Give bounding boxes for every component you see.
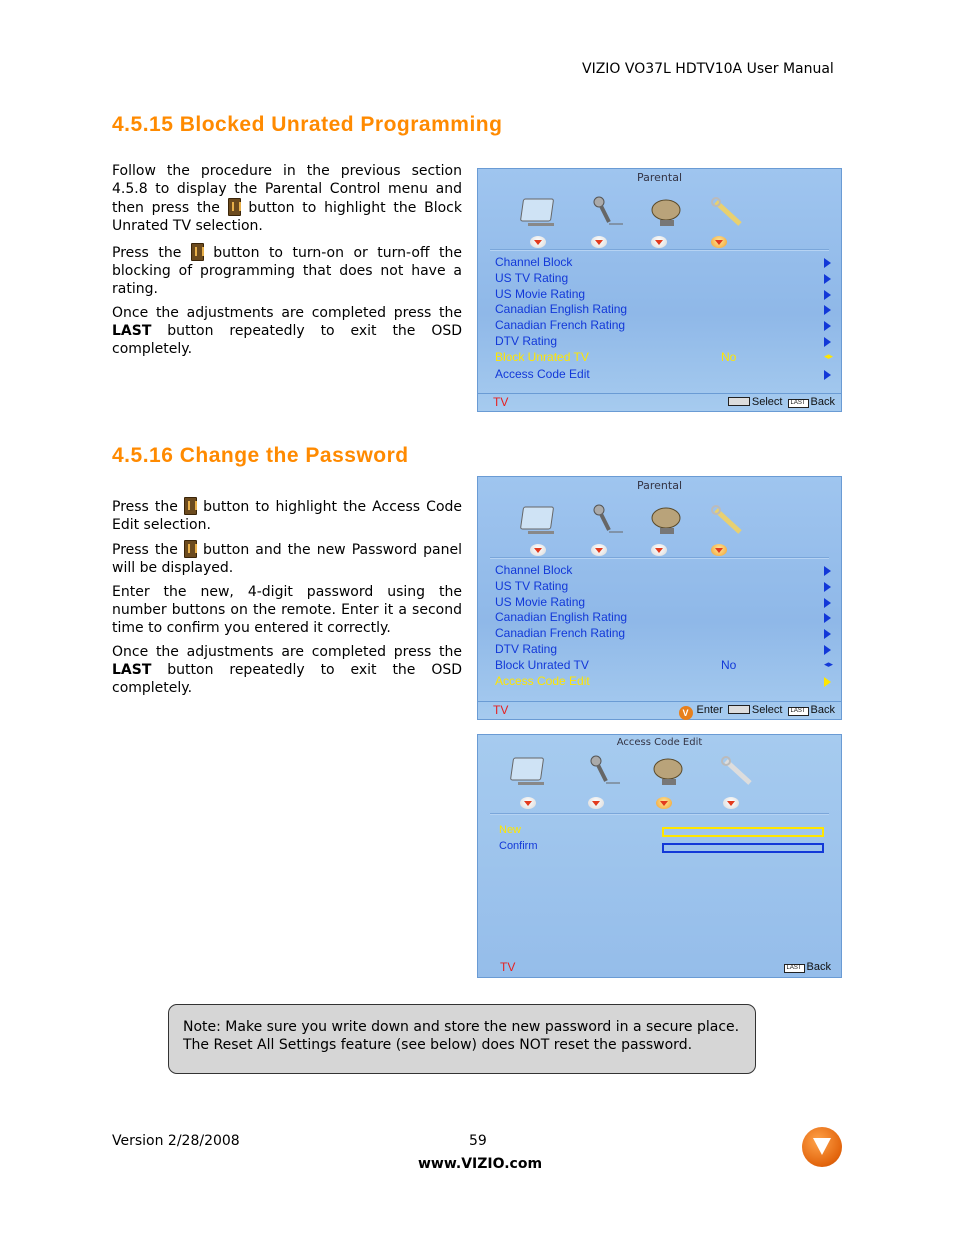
satellite-dish-icon <box>646 504 690 538</box>
menu-item-channel-block[interactable]: Channel Block <box>495 255 831 271</box>
osd-divider <box>490 557 829 559</box>
submenu-arrow-icon <box>824 258 831 268</box>
submenu-arrow-icon <box>824 274 831 284</box>
settings-wrench-icon <box>708 196 752 230</box>
osd-footer-hints: LAST Back <box>782 961 831 973</box>
category-arrow-icon <box>723 797 739 809</box>
osd-title: Parental <box>636 479 682 492</box>
osd-footer-hints: Select LAST Back <box>726 396 835 408</box>
last-key-icon: LAST <box>788 399 809 408</box>
menu-item-canadian-english-rating[interactable]: Canadian English Rating <box>495 302 831 318</box>
new-password-label: New <box>499 824 522 836</box>
submenu-arrow-icon <box>824 629 831 639</box>
menu-item-us-tv-rating[interactable]: US TV Rating <box>495 271 831 287</box>
tv-input-label: TV <box>500 960 516 974</box>
enter-v-icon: V <box>679 706 693 720</box>
section1-paragraph-2: Press the button to turn-on or turn-off the blocking of programming that does not have a rating. <box>112 245 462 297</box>
osd-title: Access Code Edit <box>616 737 703 748</box>
submenu-arrow-icon <box>824 613 831 623</box>
osd-parental-access-code <box>477 476 842 720</box>
submenu-arrow-icon <box>824 321 831 331</box>
left-right-arrow-icon: ◂▸ <box>823 350 833 361</box>
confirm-password-field[interactable] <box>662 843 824 853</box>
osd-divider <box>490 249 829 251</box>
volume-button-icon <box>184 540 197 558</box>
category-arrow-icon <box>651 236 667 248</box>
osd-access-code-edit <box>477 734 842 978</box>
category-arrow-icon <box>588 797 604 809</box>
new-password-field[interactable] <box>662 827 824 837</box>
category-arrow-icon <box>530 544 546 556</box>
submenu-arrow-icon <box>824 337 831 347</box>
left-right-arrow-icon: ◂▸ <box>823 658 833 669</box>
section-heading-blocked-unrated: 4.5.15 Blocked Unrated Programming <box>112 113 503 136</box>
menu-item-dtv-rating[interactable]: DTV Rating <box>495 334 831 350</box>
menu-item-access-code-edit[interactable]: Access Code Edit <box>495 367 831 383</box>
menu-item-block-unrated-tv[interactable]: Block Unrated TV No ◂▸ <box>495 349 833 364</box>
block-unrated-value: No <box>721 657 737 672</box>
parental-menu-list <box>495 255 831 382</box>
osd-category-icons <box>508 753 811 813</box>
submenu-arrow-icon <box>824 305 831 315</box>
submenu-arrow-icon <box>824 566 831 576</box>
block-unrated-value: No <box>721 349 737 364</box>
left-right-key-icon <box>728 705 750 714</box>
tv-input-label: TV <box>493 395 509 409</box>
section1-body <box>112 162 462 358</box>
channel-button-icon <box>228 198 241 216</box>
section1-paragraph-1: Follow the procedure in the previous section 4.5.8 to display the Parental Control menu and then press the button to highlight the Block Unrated TV selection. <box>112 163 462 234</box>
category-arrow-selected-icon <box>711 236 727 248</box>
osd-parental-block-unrated <box>477 168 842 412</box>
satellite-dish-icon <box>648 755 692 789</box>
menu-item-canadian-english-rating[interactable]: Canadian English Rating <box>495 610 831 626</box>
menu-item-us-movie-rating[interactable]: US Movie Rating <box>495 595 831 611</box>
submenu-arrow-icon <box>824 598 831 608</box>
note-line-2: The Reset All Settings feature (see below) does NOT reset the password. <box>183 1037 693 1053</box>
submenu-arrow-icon <box>824 582 831 592</box>
menu-item-channel-block[interactable]: Channel Block <box>495 563 831 579</box>
audio-microphone-icon <box>583 502 627 536</box>
category-arrow-selected-icon <box>656 797 672 809</box>
tv-picture-icon <box>510 755 554 789</box>
audio-microphone-icon <box>583 194 627 228</box>
last-key-icon: LAST <box>788 707 809 716</box>
section2-paragraph-2: Press the button and the new Password panel will be displayed. <box>112 542 462 576</box>
osd-divider <box>490 813 829 815</box>
vizio-logo-icon <box>802 1127 842 1167</box>
category-arrow-icon <box>520 797 536 809</box>
menu-item-block-unrated-tv[interactable]: Block Unrated TV No ◂▸ <box>495 657 833 672</box>
tv-picture-icon <box>520 196 564 230</box>
last-key-icon: LAST <box>784 964 805 973</box>
submenu-arrow-icon <box>824 370 831 380</box>
menu-item-us-tv-rating[interactable]: US TV Rating <box>495 579 831 595</box>
submenu-arrow-icon <box>824 677 831 687</box>
section1-paragraph-3: Once the adjustments are completed press the LAST button repeatedly to exit the OSD completely. <box>112 305 463 357</box>
volume-button-icon <box>191 243 204 261</box>
osd-footer-hints: V Enter Select LAST Back <box>679 704 835 720</box>
category-arrow-icon <box>591 544 607 556</box>
menu-item-canadian-french-rating[interactable]: Canadian French Rating <box>495 626 831 642</box>
page-number: 59 <box>469 1133 487 1149</box>
osd-title: Parental <box>636 171 682 184</box>
section2-paragraph-1: Press the button to highlight the Access Code Edit selection. <box>112 499 463 533</box>
channel-button-icon <box>184 497 197 515</box>
submenu-arrow-icon <box>824 645 831 655</box>
submenu-arrow-icon <box>824 290 831 300</box>
menu-item-canadian-french-rating[interactable]: Canadian French Rating <box>495 318 831 334</box>
category-arrow-icon <box>530 236 546 248</box>
settings-wrench-icon <box>718 755 762 789</box>
password-note-box <box>168 1004 756 1074</box>
left-right-key-icon <box>728 397 750 406</box>
category-arrow-icon <box>591 236 607 248</box>
menu-item-dtv-rating[interactable]: DTV Rating <box>495 642 831 658</box>
section2-paragraph-4: Once the adjustments are completed press the LAST button repeatedly to exit the OSD completely. <box>112 644 463 696</box>
tv-picture-icon <box>520 504 564 538</box>
parental-menu-list <box>495 563 831 689</box>
osd-category-icons <box>508 502 811 562</box>
category-arrow-selected-icon <box>711 544 727 556</box>
osd-footer <box>478 393 841 411</box>
category-arrow-icon <box>651 544 667 556</box>
note-line-1: Note: Make sure you write down and store the new password in a secure place. <box>183 1019 740 1035</box>
section-heading-change-password: 4.5.16 Change the Password <box>112 444 409 467</box>
settings-wrench-icon <box>708 504 752 538</box>
manual-title: VIZIO VO37L HDTV10A User Manual <box>582 61 834 77</box>
website-url: www.VIZIO.com <box>418 1156 543 1172</box>
section2-body <box>112 497 462 697</box>
version-label: Version 2/28/2008 <box>112 1133 240 1149</box>
osd-footer <box>478 959 841 977</box>
section2-paragraph-3: Enter the new, 4-digit password using the number buttons on the remote. Enter it a second time to confirm you entered it correctly. <box>112 584 462 636</box>
osd-category-icons <box>508 194 811 254</box>
satellite-dish-icon <box>646 196 690 230</box>
osd-footer <box>478 701 841 719</box>
audio-microphone-icon <box>580 753 624 787</box>
confirm-password-label: Confirm <box>499 840 538 852</box>
tv-input-label: TV <box>493 703 509 717</box>
menu-item-us-movie-rating[interactable]: US Movie Rating <box>495 287 831 303</box>
menu-item-access-code-edit[interactable]: Access Code Edit <box>495 674 831 690</box>
